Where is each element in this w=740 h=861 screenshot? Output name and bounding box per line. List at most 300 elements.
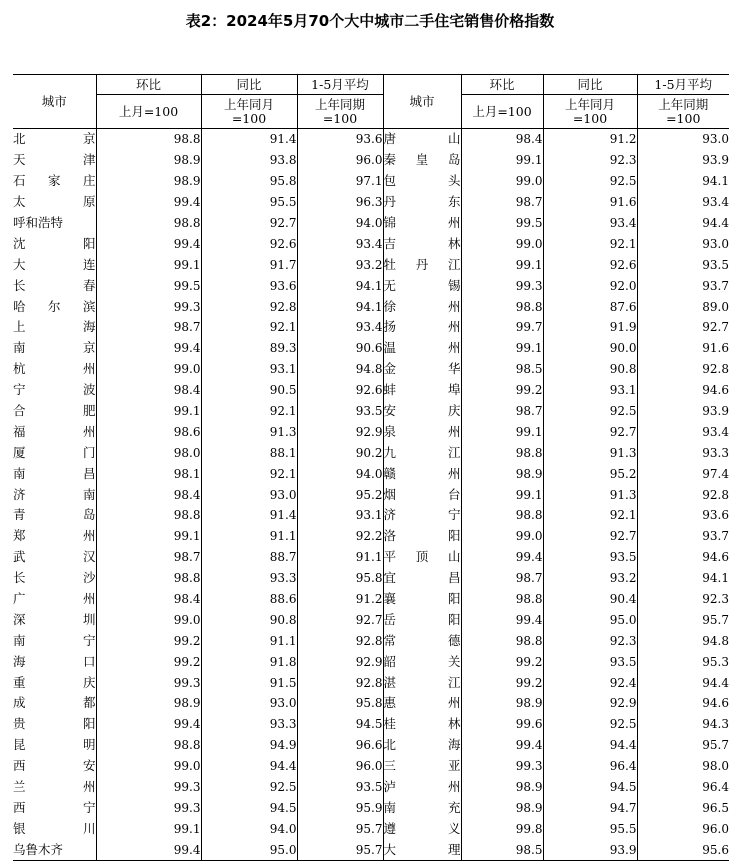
cell-avg-left: 90.2 [297, 442, 383, 463]
cell-avg-left: 92.6 [297, 380, 383, 401]
city-name: 无锡 [383, 277, 461, 293]
cell-avg-right: 93.3 [702, 445, 729, 460]
cell-avg-right: 95.6 [702, 842, 729, 857]
city-name: 昆明 [13, 737, 96, 753]
cell-mom-left: 99.1 [96, 401, 201, 422]
cell-yoy-right: 92.4 [543, 672, 637, 693]
cell-mom-right: 98.7 [461, 568, 543, 589]
cell-yoy-right: 95.0 [543, 609, 637, 630]
cell-mom-right: 98.8 [461, 296, 543, 317]
cell-mom-right: 99.6 [461, 714, 543, 735]
cell-city-right [383, 735, 461, 756]
city-name: 青岛 [13, 507, 96, 523]
cell-city-left [13, 213, 96, 234]
cell-mom-right: 99.5 [461, 213, 543, 234]
city-name: 银川 [13, 820, 96, 836]
cell-yoy-right: 91.6 [543, 192, 637, 213]
table-row [13, 401, 729, 422]
city-name: 西安 [13, 758, 96, 774]
cell-yoy-left: 88.1 [201, 442, 297, 463]
cell-avg-right: 96.5 [702, 800, 729, 815]
city-name: 徐州 [383, 298, 461, 314]
city-name: 锦州 [383, 215, 461, 230]
cell-avg-left: 93.5 [297, 401, 383, 422]
table-row [13, 296, 729, 317]
cell-yoy-left: 92.1 [201, 401, 297, 422]
table-row [13, 233, 729, 254]
cell-city-left [13, 547, 96, 568]
city-name: 合肥 [13, 403, 96, 419]
table-row [13, 463, 729, 484]
city-name: 金华 [383, 361, 461, 377]
header-mom-base-right: 上月=100 [461, 95, 543, 129]
cell-mom-right: 98.5 [461, 839, 543, 860]
table-row [13, 630, 729, 651]
cell-yoy-left: 94.4 [201, 756, 297, 777]
table-row [13, 150, 729, 171]
cell-avg-right: 93.7 [702, 278, 729, 293]
cell-yoy-left: 93.8 [201, 150, 297, 171]
cell-avg-left: 94.0 [297, 213, 383, 234]
city-name: 赣州 [383, 465, 461, 481]
cell-yoy-left: 95.5 [201, 192, 297, 213]
cell-city-left [13, 756, 96, 777]
cell-yoy-right: 92.3 [543, 150, 637, 171]
cell-mom-right: 99.2 [461, 380, 543, 401]
cell-city-left [13, 568, 96, 589]
cell-avg-left: 94.8 [297, 359, 383, 380]
cell-mom-left: 99.4 [96, 233, 201, 254]
table-row [13, 672, 729, 693]
cell-city-right [383, 463, 461, 484]
cell-avg-right: 91.6 [702, 341, 729, 356]
cell-city-right [383, 568, 461, 589]
table-row [13, 317, 729, 338]
cell-yoy-right: 94.5 [543, 777, 637, 798]
cell-avg-right: 94.3 [702, 717, 729, 732]
cell-city-left [13, 818, 96, 839]
header-avg-right: 1-5月平均 [637, 75, 729, 95]
cell-city-right [383, 192, 461, 213]
cell-avg-left: 94.0 [297, 463, 383, 484]
cell-mom-left: 99.2 [96, 651, 201, 672]
cell-yoy-left: 89.3 [201, 338, 297, 359]
cell-yoy-left: 93.6 [201, 275, 297, 296]
city-name: 大理 [383, 841, 461, 857]
header-mom-right: 环比 [461, 75, 543, 95]
cell-city-left [13, 275, 96, 296]
cell-yoy-left: 94.0 [201, 818, 297, 839]
city-name: 洛阳 [383, 528, 461, 544]
cell-avg-right: 93.9 [702, 153, 729, 168]
cell-city-right [383, 213, 461, 234]
cell-avg-left: 94.1 [297, 296, 383, 317]
cell-avg-left: 92.7 [297, 609, 383, 630]
cell-city-right [383, 818, 461, 839]
cell-city-left [13, 317, 96, 338]
cell-yoy-right: 91.2 [543, 129, 637, 150]
cell-mom-left: 98.9 [96, 150, 201, 171]
cell-avg-left: 96.6 [297, 735, 383, 756]
cell-yoy-left: 93.0 [201, 484, 297, 505]
cell-yoy-right: 92.7 [543, 526, 637, 547]
city-name: 杭州 [13, 361, 96, 377]
cell-yoy-left: 90.5 [201, 380, 297, 401]
cell-avg-left: 92.8 [297, 672, 383, 693]
cell-mom-left: 98.8 [96, 213, 201, 234]
city-name: 北京 [13, 131, 96, 147]
city-name: 泉州 [383, 423, 461, 439]
table-row [13, 254, 729, 275]
city-name: 福州 [13, 423, 96, 439]
cell-mom-right: 99.0 [461, 171, 543, 192]
city-name: 吉林 [383, 235, 461, 251]
cell-mom-right: 99.1 [461, 150, 543, 171]
cell-avg-right: 95.3 [702, 654, 729, 669]
city-name: 宜昌 [383, 570, 461, 586]
cell-avg-right: 93.0 [702, 236, 729, 251]
city-name: 天津 [13, 152, 96, 168]
cell-mom-right: 99.1 [461, 484, 543, 505]
cell-avg-right: 93.7 [702, 529, 729, 544]
city-name: 温州 [383, 340, 461, 356]
cell-avg-left: 92.9 [297, 421, 383, 442]
city-name: 大连 [13, 256, 96, 272]
cell-city-right [383, 317, 461, 338]
cell-avg-right: 94.6 [702, 696, 729, 711]
cell-city-left [13, 233, 96, 254]
cell-city-left [13, 484, 96, 505]
table-row [13, 693, 729, 714]
cell-mom-left: 98.8 [96, 568, 201, 589]
cell-mom-right: 99.7 [461, 317, 543, 338]
cell-city-left [13, 442, 96, 463]
cell-yoy-right: 92.0 [543, 275, 637, 296]
cell-mom-left: 99.4 [96, 338, 201, 359]
cell-yoy-right: 92.9 [543, 693, 637, 714]
cell-city-right [383, 630, 461, 651]
cell-city-left [13, 401, 96, 422]
table-row [13, 568, 729, 589]
cell-avg-right: 93.6 [702, 508, 729, 523]
table-row [13, 129, 729, 150]
cell-avg-left: 93.6 [297, 129, 383, 150]
cell-yoy-left: 93.3 [201, 568, 297, 589]
cell-avg-right: 98.0 [702, 759, 729, 774]
cell-city-left [13, 421, 96, 442]
cell-mom-left: 99.0 [96, 609, 201, 630]
cell-yoy-left: 88.6 [201, 589, 297, 610]
city-name: 岳阳 [383, 611, 461, 627]
cell-mom-right: 98.8 [461, 630, 543, 651]
header-mom-base-left: 上月=100 [96, 95, 201, 129]
cell-avg-right: 94.6 [702, 550, 729, 565]
cell-yoy-right: 92.5 [543, 171, 637, 192]
cell-avg-left: 90.6 [297, 338, 383, 359]
city-name: 三亚 [383, 758, 461, 774]
cell-mom-left: 99.3 [96, 296, 201, 317]
cell-mom-left: 98.9 [96, 693, 201, 714]
cell-yoy-right: 93.2 [543, 568, 637, 589]
cell-avg-left: 95.8 [297, 568, 383, 589]
city-name: 泸州 [383, 779, 461, 795]
cell-mom-right: 99.3 [461, 756, 543, 777]
cell-mom-left: 98.7 [96, 317, 201, 338]
cell-avg-left: 92.8 [297, 630, 383, 651]
cell-city-left [13, 609, 96, 630]
header-yoy-base-right: 上年同月 =100 [543, 95, 637, 129]
cell-city-right [383, 693, 461, 714]
cell-mom-right: 98.7 [461, 401, 543, 422]
cell-yoy-right: 95.2 [543, 463, 637, 484]
city-name: 南宁 [13, 632, 96, 648]
table-row [13, 609, 729, 630]
cell-yoy-right: 90.8 [543, 359, 637, 380]
cell-avg-left: 91.2 [297, 589, 383, 610]
cell-avg-left: 92.2 [297, 526, 383, 547]
cell-mom-right: 99.1 [461, 421, 543, 442]
cell-yoy-left: 91.1 [201, 630, 297, 651]
table-row [13, 505, 729, 526]
cell-city-left [13, 129, 96, 150]
cell-city-left [13, 714, 96, 735]
cell-city-left [13, 380, 96, 401]
header-avg-base-left: 上年同期 =100 [297, 95, 383, 129]
table-row [13, 171, 729, 192]
cell-city-right [383, 839, 461, 860]
header-city-right: 城市 [383, 75, 461, 129]
header-yoy-left: 同比 [201, 75, 297, 95]
cell-avg-left: 93.4 [297, 233, 383, 254]
cell-mom-left: 98.8 [96, 129, 201, 150]
cell-yoy-left: 91.8 [201, 651, 297, 672]
cell-city-right [383, 714, 461, 735]
city-name: 海口 [13, 653, 96, 669]
cell-avg-left: 95.8 [297, 693, 383, 714]
cell-mom-left: 98.9 [96, 171, 201, 192]
cell-city-left [13, 296, 96, 317]
cell-avg-right: 94.8 [702, 633, 729, 648]
city-name: 西宁 [13, 799, 96, 815]
city-name: 蚌埠 [383, 382, 461, 398]
cell-avg-left: 94.1 [297, 275, 383, 296]
city-name: 武汉 [13, 549, 96, 565]
cell-mom-left: 98.8 [96, 505, 201, 526]
cell-yoy-right: 94.7 [543, 798, 637, 819]
cell-mom-left: 99.4 [96, 192, 201, 213]
table-title: 表2：2024年5月70个大中城市二手住宅销售价格指数 [185, 12, 555, 30]
cell-yoy-right: 93.1 [543, 380, 637, 401]
table-row [13, 213, 729, 234]
city-name: 烟台 [383, 486, 461, 502]
cell-city-right [383, 338, 461, 359]
cell-avg-right: 96.4 [702, 780, 729, 795]
cell-mom-right: 99.2 [461, 672, 543, 693]
cell-mom-right: 99.3 [461, 275, 543, 296]
cell-yoy-right: 93.4 [543, 213, 637, 234]
cell-yoy-right: 93.5 [543, 651, 637, 672]
cell-city-left [13, 798, 96, 819]
cell-mom-right: 98.5 [461, 359, 543, 380]
cell-mom-right: 98.9 [461, 777, 543, 798]
cell-yoy-right: 92.5 [543, 714, 637, 735]
cell-city-right [383, 401, 461, 422]
city-name: 贵阳 [13, 716, 96, 732]
table-row [13, 839, 729, 860]
cell-yoy-left: 92.6 [201, 233, 297, 254]
cell-city-left [13, 672, 96, 693]
table-row [13, 421, 729, 442]
cell-city-right [383, 609, 461, 630]
cell-yoy-right: 90.4 [543, 589, 637, 610]
cell-yoy-left: 93.1 [201, 359, 297, 380]
cell-city-right [383, 359, 461, 380]
header-city-left: 城市 [13, 75, 96, 129]
cell-avg-right: 92.7 [702, 320, 729, 335]
header-mom-left: 环比 [96, 75, 201, 95]
cell-mom-right: 99.4 [461, 547, 543, 568]
cell-avg-right: 96.0 [702, 821, 729, 836]
cell-yoy-right: 93.5 [543, 547, 637, 568]
table-row [13, 735, 729, 756]
cell-yoy-left: 95.0 [201, 839, 297, 860]
cell-avg-right: 93.9 [702, 404, 729, 419]
cell-mom-left: 99.5 [96, 275, 201, 296]
cell-yoy-left: 92.1 [201, 463, 297, 484]
cell-city-right [383, 651, 461, 672]
cell-city-right [383, 150, 461, 171]
table-row [13, 442, 729, 463]
city-name: 深圳 [13, 611, 96, 627]
cell-avg-left: 95.9 [297, 798, 383, 819]
cell-city-left [13, 463, 96, 484]
cell-mom-left: 98.6 [96, 421, 201, 442]
cell-avg-left: 93.2 [297, 254, 383, 275]
city-name: 南充 [383, 799, 461, 815]
cell-city-right [383, 442, 461, 463]
city-name: 南昌 [13, 465, 96, 481]
cell-mom-right: 98.8 [461, 442, 543, 463]
cell-yoy-left: 90.8 [201, 609, 297, 630]
cell-avg-right: 92.8 [702, 487, 729, 502]
cell-yoy-left: 94.5 [201, 798, 297, 819]
table-row [13, 192, 729, 213]
city-name: 韶关 [383, 653, 461, 669]
cell-mom-left: 98.8 [96, 735, 201, 756]
cell-avg-right: 94.1 [702, 571, 729, 586]
cell-avg-left: 95.7 [297, 818, 383, 839]
cell-yoy-right: 91.9 [543, 317, 637, 338]
city-name: 扬州 [383, 319, 461, 335]
cell-city-right [383, 589, 461, 610]
cell-city-right [383, 777, 461, 798]
city-name: 石家庄 [13, 173, 96, 189]
cell-mom-left: 99.2 [96, 630, 201, 651]
city-name: 宁波 [13, 382, 96, 398]
cell-mom-right: 99.1 [461, 254, 543, 275]
cell-mom-right: 99.4 [461, 609, 543, 630]
cell-avg-right: 93.5 [702, 257, 729, 272]
cell-mom-left: 98.4 [96, 484, 201, 505]
cell-avg-left: 95.7 [297, 839, 383, 860]
cell-avg-right: 92.8 [702, 362, 729, 377]
cell-mom-left: 99.0 [96, 756, 201, 777]
cell-mom-left: 99.3 [96, 798, 201, 819]
table-row [13, 526, 729, 547]
cell-yoy-left: 92.1 [201, 317, 297, 338]
cell-mom-right: 98.9 [461, 798, 543, 819]
city-name: 哈尔滨 [13, 298, 96, 314]
cell-mom-left: 99.1 [96, 818, 201, 839]
cell-avg-right: 94.1 [702, 174, 729, 189]
cell-city-right [383, 756, 461, 777]
city-name: 安庆 [383, 403, 461, 419]
cell-yoy-right: 87.6 [543, 296, 637, 317]
table-row [13, 777, 729, 798]
city-name: 包头 [383, 173, 461, 189]
cell-avg-left: 93.4 [297, 317, 383, 338]
price-index-table [13, 74, 729, 861]
cell-mom-right: 99.2 [461, 651, 543, 672]
cell-yoy-left: 91.4 [201, 505, 297, 526]
cell-yoy-right: 93.9 [543, 839, 637, 860]
city-name: 济宁 [383, 507, 461, 523]
city-name: 丹东 [383, 194, 461, 210]
city-name: 秦皇岛 [383, 152, 461, 168]
cell-city-right [383, 129, 461, 150]
table-row [13, 380, 729, 401]
cell-city-left [13, 359, 96, 380]
city-name: 成都 [13, 695, 96, 711]
cell-avg-left: 93.1 [297, 505, 383, 526]
cell-avg-right: 94.4 [702, 216, 729, 230]
cell-avg-left: 96.3 [297, 192, 383, 213]
cell-yoy-right: 92.3 [543, 630, 637, 651]
table-row [13, 275, 729, 296]
cell-mom-left: 98.4 [96, 380, 201, 401]
cell-city-right [383, 233, 461, 254]
cell-city-right [383, 380, 461, 401]
cell-mom-left: 98.0 [96, 442, 201, 463]
cell-mom-left: 99.3 [96, 672, 201, 693]
cell-city-right [383, 798, 461, 819]
city-name: 长春 [13, 277, 96, 293]
cell-yoy-right: 94.4 [543, 735, 637, 756]
city-name: 唐山 [383, 131, 461, 147]
cell-city-left [13, 839, 96, 860]
cell-city-left [13, 254, 96, 275]
cell-yoy-left: 91.5 [201, 672, 297, 693]
cell-mom-right: 98.4 [461, 129, 543, 150]
cell-mom-left: 99.1 [96, 526, 201, 547]
city-name: 郑州 [13, 528, 96, 544]
table-row [13, 756, 729, 777]
cell-city-left [13, 777, 96, 798]
table-row [13, 589, 729, 610]
cell-yoy-left: 93.0 [201, 693, 297, 714]
cell-avg-right: 93.0 [702, 132, 729, 147]
table-row [13, 359, 729, 380]
city-name: 厦门 [13, 444, 96, 460]
cell-mom-left: 99.4 [96, 839, 201, 860]
cell-yoy-left: 92.5 [201, 777, 297, 798]
city-name: 桂林 [383, 716, 461, 732]
cell-yoy-right: 96.4 [543, 756, 637, 777]
cell-city-left [13, 338, 96, 359]
cell-city-right [383, 484, 461, 505]
city-name: 长沙 [13, 570, 96, 586]
cell-mom-right: 99.4 [461, 735, 543, 756]
